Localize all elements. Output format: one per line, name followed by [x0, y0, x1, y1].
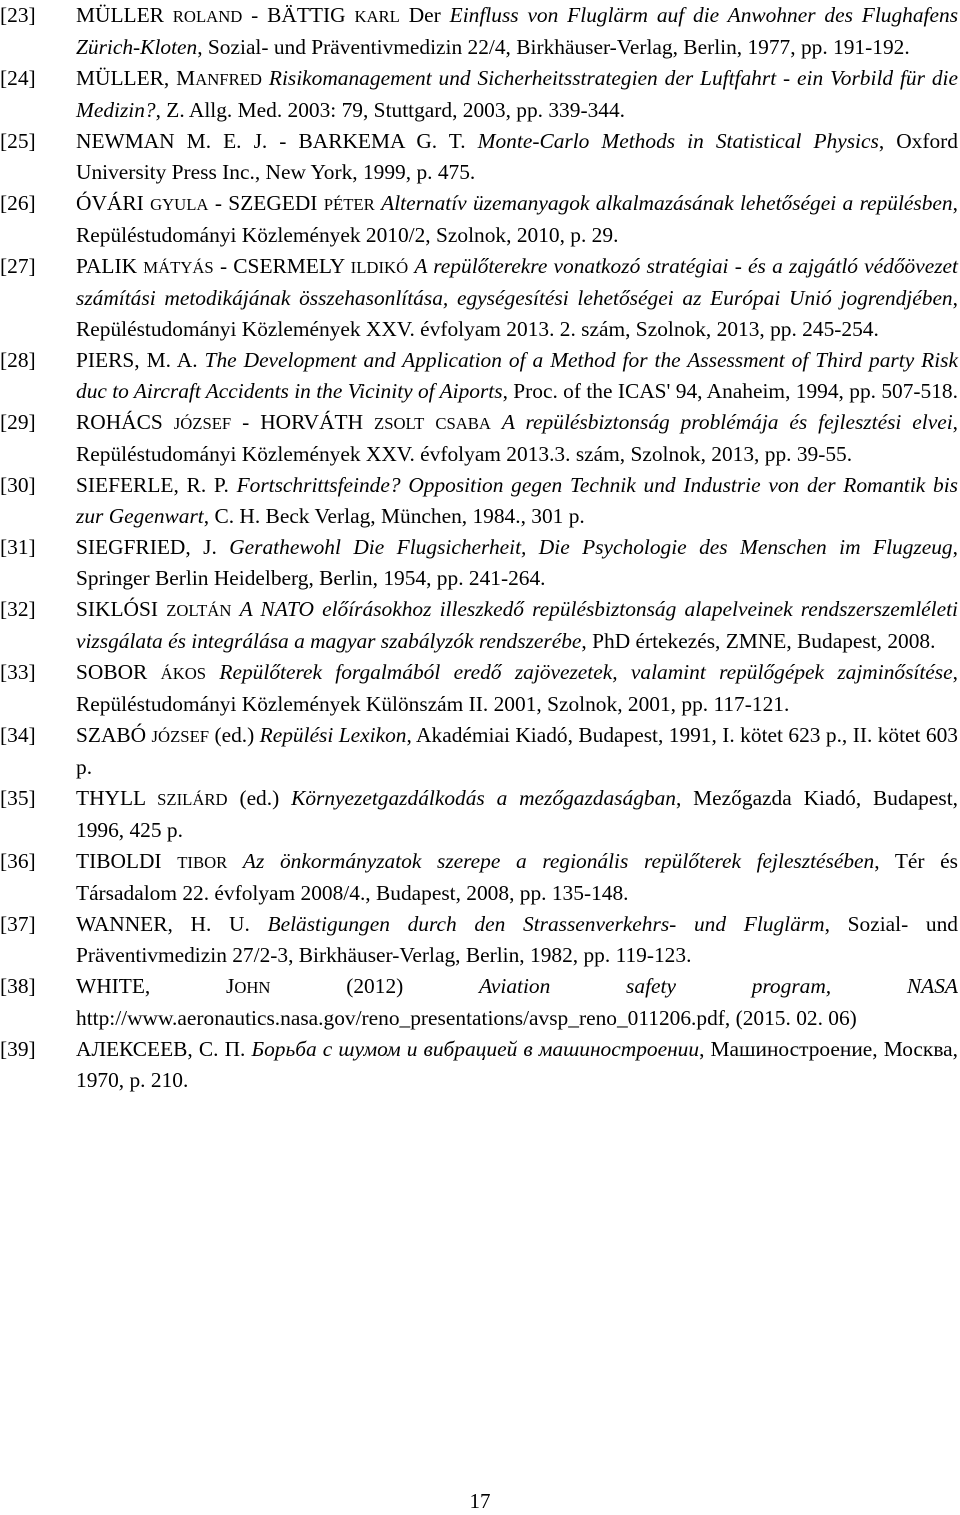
- reference-entry: [0, 594, 958, 657]
- reference-text: [76, 532, 958, 594]
- reference-title: Борьба с шумом и вибрацией в машиностроении: [251, 1037, 700, 1061]
- reference-entry: [0, 720, 958, 783]
- reference-text-segment: Der: [399, 3, 450, 27]
- reference-entry: [0, 126, 958, 188]
- reference-text-segment: SZILÁRD: [157, 790, 228, 809]
- reference-text-segment: , Машиностроение, Москва, 1970, p. 210.: [76, 1037, 958, 1092]
- reference-title: Környezetgazdálkodás a mezőgazdaságban: [291, 786, 676, 810]
- reference-entry: [0, 1034, 958, 1096]
- reference-text-segment: , Sozial- und Präventivmedizin 22/4, Birkhäuser-Verlag, Berlin, 1977, pp. 191-192.: [197, 35, 910, 59]
- reference-title: Repülőterek forgalmából eredő zajövezetek, valamint repülőgépek zajminősítése: [219, 660, 953, 684]
- reference-number: [32]: [0, 597, 36, 621]
- reference-text-segment: - CSERMELY: [213, 254, 351, 278]
- reference-text-segment: , PhD értekezés, ZMNE, Budapest, 2008.: [581, 629, 936, 653]
- reference-text-segment: , Sozial- und Präventivmedizin 27/2-3, Birkhäuser-Verlag, Berlin, 1982, pp. 119-123.: [76, 912, 958, 967]
- reference-text-segment: (ed.): [209, 723, 260, 747]
- reference-text-segment: ZSOLT: [374, 414, 425, 433]
- reference-text-segment: CSABA: [435, 414, 491, 433]
- reference-text-segment: MÜLLER: [76, 3, 173, 27]
- reference-text-segment: ILDIKÓ: [350, 258, 409, 277]
- reference-text-segment: KARL: [354, 7, 400, 26]
- reference-text-segment: TIBOLDI: [76, 849, 178, 873]
- reference-text-segment: [227, 849, 243, 873]
- reference-title: Repülési Lexikon: [259, 723, 407, 747]
- reference-number: [33]: [0, 660, 36, 684]
- reference-number: [23]: [0, 3, 36, 27]
- reference-text-segment: http://www.aeronautics.nasa.gov/reno_presentations/avsp_reno_011206.pdf, (2015. 02. 06): [76, 1006, 857, 1030]
- reference-text: [76, 909, 958, 971]
- reference-text: [76, 971, 958, 1034]
- reference-text-segment: [206, 660, 219, 684]
- reference-text-segment: WHITE, J: [76, 974, 235, 998]
- reference-text-segment: , Repüléstudományi Közlemények XXV. évfolyam 2013.3. szám, Szolnok, 2013, pp. 39-55.: [76, 410, 958, 466]
- reference-text-segment: MÁTYÁS: [143, 258, 214, 277]
- reference-text: [76, 1034, 958, 1096]
- reference-text: [76, 345, 958, 407]
- reference-title: The Development and Application of a Method for the Assessment of Third party Risk duc to Aircraft Accidents in the Vicinity of Aiports: [76, 348, 958, 403]
- reference-text: [76, 846, 958, 909]
- reference-number: [27]: [0, 254, 36, 278]
- reference-text-segment: , Oxford University Press Inc., New York, 1999, p. 475.: [76, 129, 958, 184]
- reference-number: [24]: [0, 66, 36, 90]
- reference-text-segment: JÓZSEF: [173, 414, 232, 433]
- reference-entry: [0, 0, 958, 63]
- reference-text: [76, 783, 958, 846]
- reference-text-segment: , Z. Allg. Med. 2003: 79, Stuttgard, 2003, pp. 339-344.: [155, 98, 626, 122]
- reference-text-segment: TIBOR: [177, 853, 228, 872]
- reference-text-segment: ÓVÁRI: [76, 191, 151, 215]
- reference-number: [29]: [0, 410, 36, 434]
- reference-text-segment: JÓZSEF: [151, 727, 210, 746]
- reference-number: [34]: [0, 723, 36, 747]
- reference-text-segment: , Mezőgazda Kiadó, Budapest, 1996, 425 p.: [76, 786, 958, 842]
- reference-entry: [0, 188, 958, 251]
- reference-number: [36]: [0, 849, 36, 873]
- reference-text-segment: SIEFERLE, R. P.: [76, 473, 237, 497]
- reference-text-segment: PÉTER: [323, 195, 375, 214]
- reference-text-segment: , Repüléstudományi Közlemények Különszám II. 2001, Szolnok, 2001, pp. 117-121.: [76, 660, 958, 716]
- reference-text-segment: , C. H. Beck Verlag, München, 1984., 301 p.: [203, 504, 585, 528]
- reference-text-segment: SIKLÓSI: [76, 597, 167, 621]
- reference-title: A repülésbiztonság problémája és fejlesztési elvei: [501, 410, 953, 434]
- reference-text-segment: - SZEGEDI: [208, 191, 324, 215]
- reference-text-segment: SZABÓ: [76, 723, 152, 747]
- reference-text-segment: ÁKOS: [160, 664, 207, 683]
- reference-text-segment: - BÄTTIG: [242, 3, 355, 27]
- reference-entry: [0, 909, 958, 971]
- reference-text-segment: [262, 66, 269, 90]
- reference-entry: [0, 657, 958, 720]
- reference-number: [35]: [0, 786, 36, 810]
- reference-text: [76, 126, 958, 188]
- reference-title: Az önkormányzatok szerepe a regionális repülőterek fejlesztésében: [242, 849, 875, 873]
- reference-text-segment: , Repüléstudományi Közlemények 2010/2, Szolnok, 2010, p. 29.: [76, 191, 958, 247]
- reference-entry: [0, 63, 958, 126]
- reference-entry: [0, 251, 958, 345]
- reference-text-segment: , Akadémiai Kiadó, Budapest, 1991, I. kötet 623 p., II. kötet 603 p.: [76, 723, 958, 779]
- reference-title: Fortschrittsfeinde? Opposition gegen Technik und Industrie von der Romantik bis zur Gegenwart: [76, 473, 958, 528]
- reference-number: [37]: [0, 912, 36, 936]
- reference-text-segment: , Springer Berlin Heidelberg, Berlin, 1954, pp. 241-264.: [76, 535, 958, 590]
- reference-text-segment: , Proc. of the ICAS' 94, Anaheim, 1994, pp. 507-518.: [502, 379, 958, 403]
- reference-entry: [0, 971, 958, 1034]
- reference-title: Aviation safety program, NASA: [479, 974, 958, 998]
- reference-text: [76, 720, 958, 783]
- reference-entry: [0, 532, 958, 594]
- reference-number: [28]: [0, 348, 36, 372]
- reference-text: [76, 251, 958, 345]
- reference-text-segment: , Tér és Társadalom 22. évfolyam 2008/4., Budapest, 2008, pp. 135-148.: [76, 849, 958, 905]
- reference-text-segment: GYULA: [150, 195, 209, 214]
- reference-title: Einfluss von Fluglärm auf die Anwohner des Flughafens Zürich-Kloten: [76, 3, 959, 59]
- reference-number: [38]: [0, 974, 36, 998]
- reference-text: [76, 470, 958, 532]
- reference-text-segment: ROLAND: [172, 7, 243, 26]
- reference-text-segment: THYLL: [76, 786, 158, 810]
- reference-number: [39]: [0, 1037, 36, 1061]
- reference-text: [76, 594, 958, 657]
- reference-text: [76, 63, 958, 126]
- reference-number: [31]: [0, 535, 36, 559]
- reference-number: [26]: [0, 191, 36, 215]
- reference-text-segment: [231, 597, 239, 621]
- reference-title: Gerathewohl Die Flugsicherheit, Die Psychologie des Menschen im Flugzeug: [229, 535, 953, 559]
- reference-text-segment: MÜLLER, M: [76, 66, 196, 90]
- page-number: 17: [469, 1489, 491, 1513]
- reference-text: [76, 407, 958, 470]
- reference-text-segment: ANFRED: [195, 70, 262, 89]
- reference-title: Alternatív üzemanyagok alkalmazásának lehetőségei a repülésben: [381, 191, 953, 215]
- reference-number: [25]: [0, 129, 36, 153]
- reference-text-segment: [491, 410, 502, 434]
- reference-text-segment: WANNER, H. U.: [76, 912, 268, 936]
- reference-text-segment: SIEGFRIED, J.: [76, 535, 230, 559]
- reference-entry: [0, 783, 958, 846]
- reference-title: Belästigungen durch den Strassenverkehrs- und Fluglärm: [267, 912, 825, 936]
- reference-title: A NATO előírásokhoz illeszkedő repülésbiztonság alapelveinek rendszerszemléleti vizsgálata és integrálása a magyar szabályzók rendszerébe: [76, 597, 958, 653]
- reference-text-segment: АЛЕКСЕЕВ, С. П.: [76, 1037, 252, 1061]
- reference-entry: [0, 345, 958, 407]
- reference-text-segment: SOBOR: [76, 660, 161, 684]
- reference-text-segment: PIERS, M. A.: [76, 348, 205, 372]
- reference-text-segment: ROHÁCS: [76, 410, 174, 434]
- reference-number: [30]: [0, 473, 36, 497]
- reference-text-segment: PALIK: [76, 254, 144, 278]
- reference-title: Monte-Carlo Methods in Statistical Physics: [477, 129, 879, 153]
- reference-text-segment: (ed.): [227, 786, 292, 810]
- reference-text: [76, 0, 958, 63]
- reference-entry: [0, 407, 958, 470]
- reference-text-segment: , Repüléstudományi Közlemények XXV. évfolyam 2013. 2. szám, Szolnok, 2013, pp. 245-254.: [76, 286, 958, 341]
- reference-text-segment: ZOLTÁN: [166, 601, 232, 620]
- reference-text-segment: OHN: [234, 978, 271, 997]
- reference-text: [76, 657, 958, 720]
- reference-entry: [0, 846, 958, 909]
- reference-entry: [0, 470, 958, 532]
- reference-text-segment: (2012): [270, 974, 480, 998]
- reference-text-segment: [424, 410, 435, 434]
- reference-title: A repülőterekre vonatkozó stratégiai - és a zajgátló védőövezet számítási metodikájának összehasonlítása, egységesítési lehetőségei az Európai Unió jogrendjében: [76, 254, 958, 310]
- reference-text-segment: NEWMAN M. E. J. - BARKEMA G. T.: [76, 129, 478, 153]
- reference-text-segment: - HORVÁTH: [231, 410, 374, 434]
- reference-text: [76, 188, 958, 251]
- reference-title: Risikomanagement und Sicherheitsstrategien der Luftfahrt - ein Vorbild für die Medizin?: [76, 66, 958, 122]
